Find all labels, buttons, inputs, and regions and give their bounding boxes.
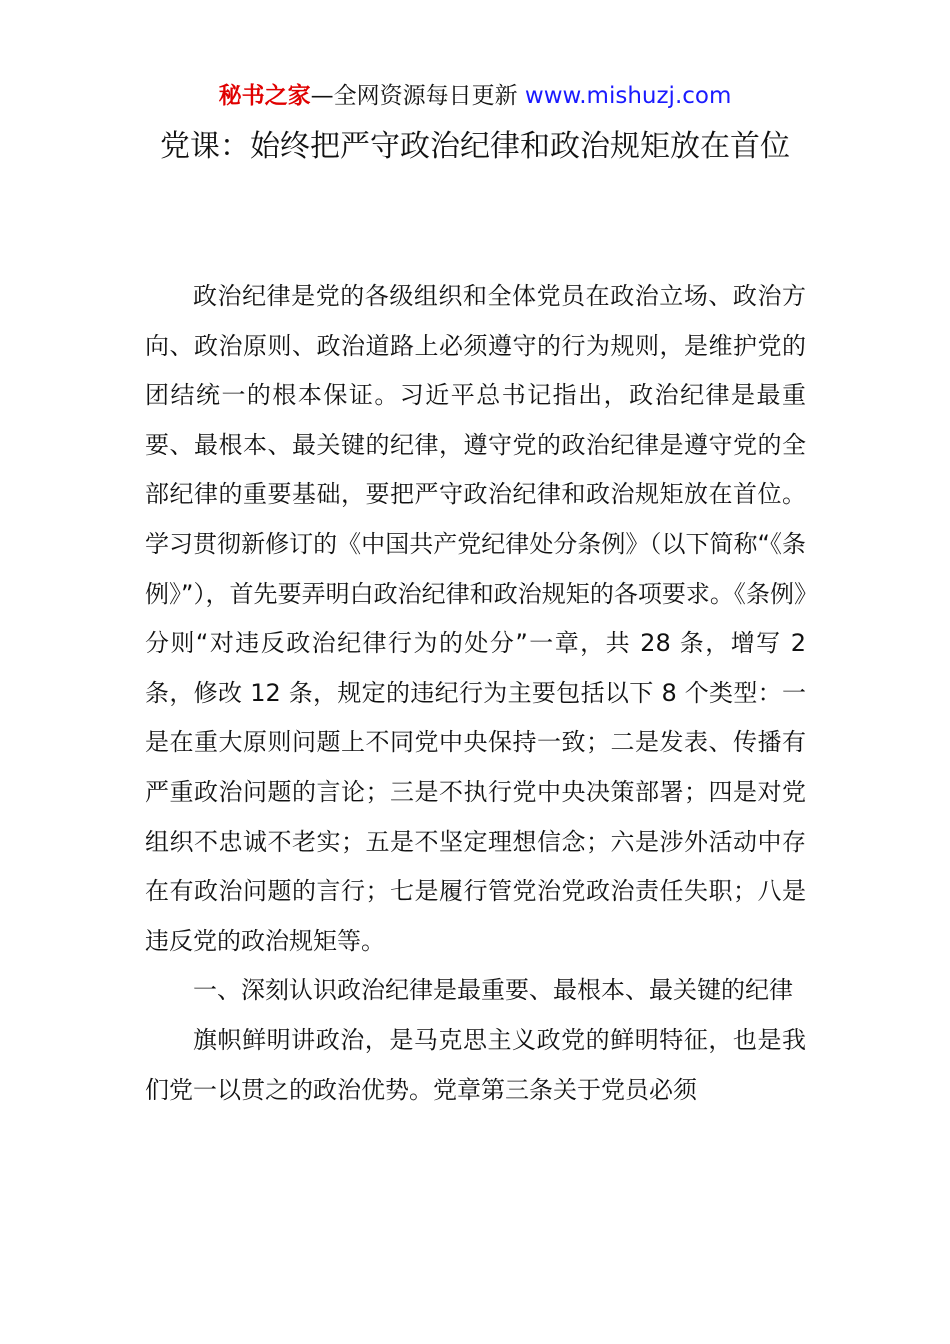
document-body [145, 272, 806, 1115]
paragraph-intro: 政治纪律是党的各级组织和全体党员在政治立场、政治方向、政治原则、政治道路上必须遵守的行为规则，是维护党的团结统一的根本保证。习近平总书记指出，政治纪律是最重要、最根本、最关键的纪律，遵守党的政治纪律是遵守党的全部纪律的重要基础，要把严守政治纪律和政治规矩放在首位。学习贯彻新修订的《中国共产党纪律处分条例》（以下简称“《条例》”），首先要弄明白政治纪律和政治规矩的各项要求。《条例》分则“对违反政治纪律行为的处分”一章，共 28 条，增写 2 条，修改 12 条，规定的违纪行为主要包括以下 8 个类型：一是在重大原则问题上不同党中央保持一致；二是发表、传播有严重政治问题的言论；三是不执行党中央决策部署；四是对党组织不忠诚不老实；五是不坚定理想信念；六是涉外活动中存在有政治问题的言行；七是履行管党治党政治责任失职；八是违反党的政治规矩等。 [145, 282, 806, 955]
site-slogan: —全网资源每日更新 [310, 83, 525, 109]
site-header [0, 80, 950, 112]
paragraph-section-1: 旗帜鲜明讲政治，是马克思主义政党的鲜明特征，也是我们党一以贯之的政治优势。党章第三条关于党员必须 [145, 1025, 806, 1104]
document-title: 党课：始终把严守政治纪律和政治规矩放在首位 [160, 129, 790, 164]
site-url[interactable]: www.mishuzj.com [524, 83, 732, 109]
site-brand: 秘书之家 [218, 83, 311, 109]
section-heading-1: 一、深刻认识政治纪律是最重要、最根本、最关键的纪律 [193, 976, 793, 1005]
